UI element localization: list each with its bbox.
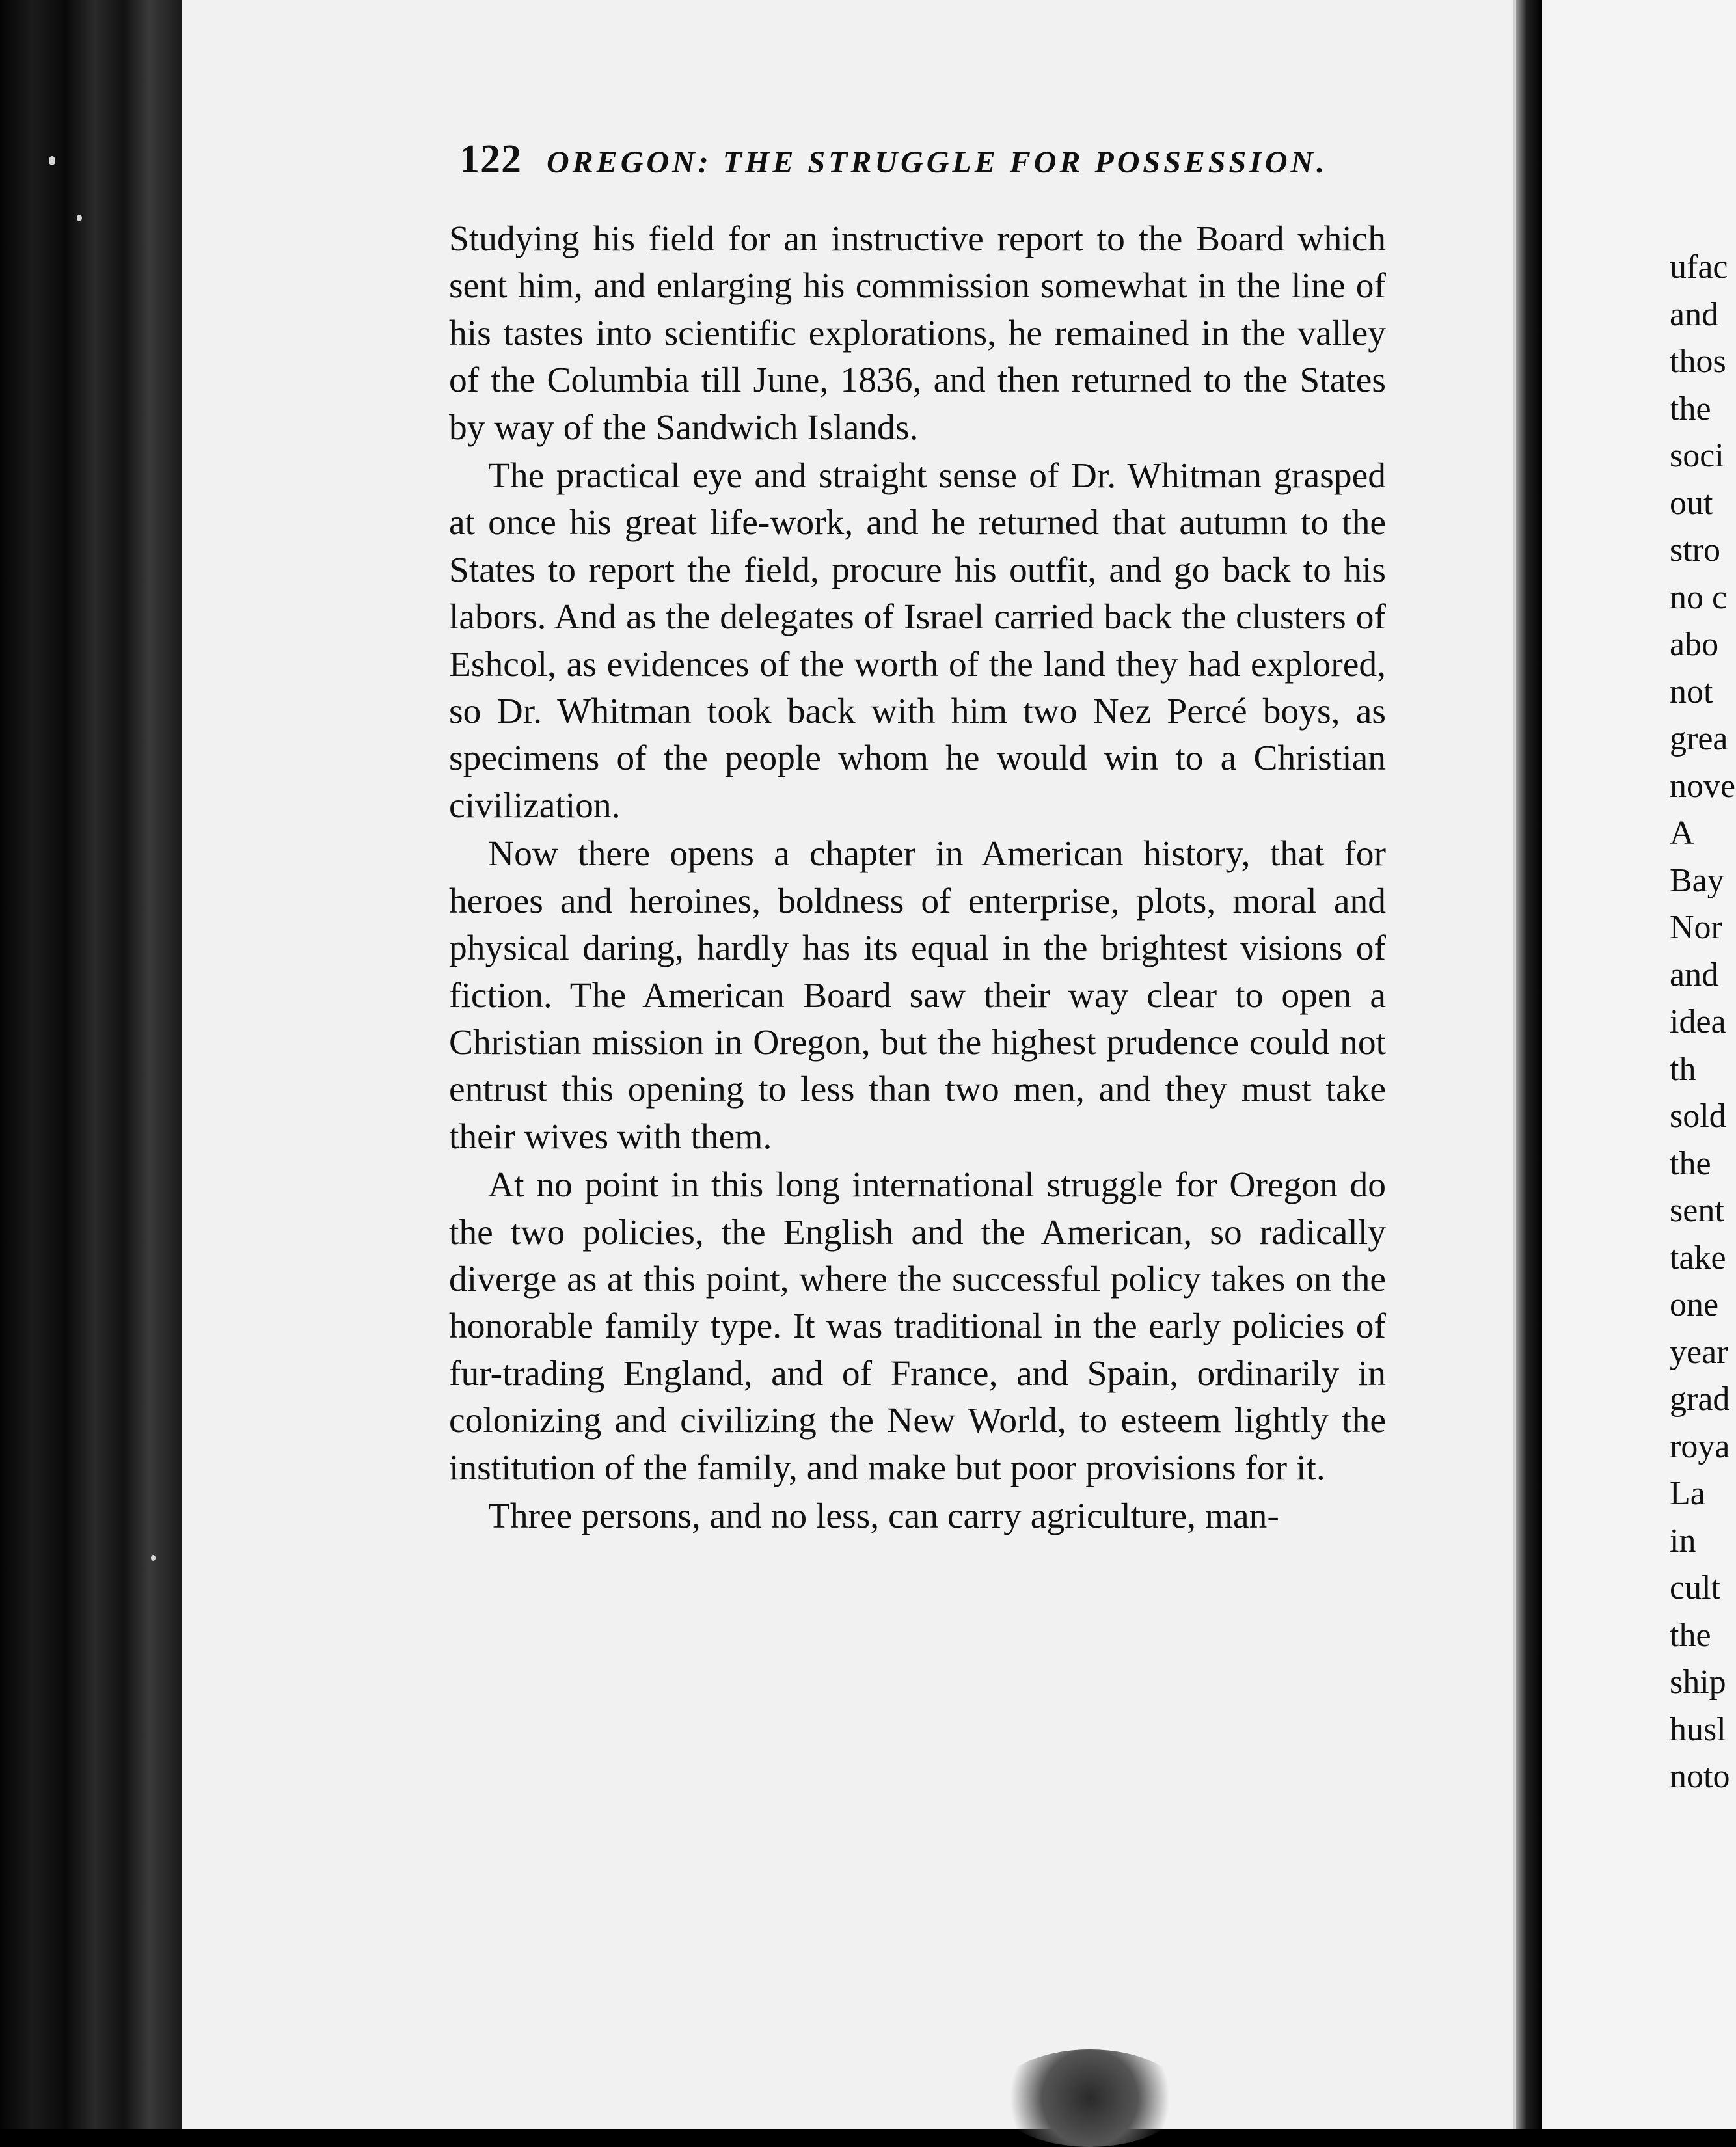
facing-page-fragment: take bbox=[1670, 1239, 1726, 1276]
facing-page-fragment: abo bbox=[1670, 626, 1719, 663]
facing-page-fragment: sent bbox=[1670, 1192, 1724, 1229]
page-body bbox=[449, 216, 1386, 1541]
facing-page-fragment: ufac bbox=[1670, 249, 1728, 286]
spine-speck bbox=[49, 156, 55, 165]
facing-page-fragment: year bbox=[1670, 1333, 1728, 1371]
paragraph-1: Studying his field for an instructive report to the Board which sent him, and enlarging his commission somewhat in the line of his tastes into scientific explorations, he remained in the valley of the Columbia till June, 1836, and then returned to the States by way of the Sandwich Islands. bbox=[449, 219, 1386, 448]
facing-page-fragment: stro bbox=[1670, 532, 1720, 569]
facing-page-fragment: out bbox=[1670, 484, 1713, 522]
facing-page-fragment: th bbox=[1670, 1050, 1696, 1088]
facing-page-fragment: soci bbox=[1670, 437, 1724, 474]
facing-page-fragment: La bbox=[1670, 1475, 1705, 1512]
facing-page-fragment: noto bbox=[1670, 1758, 1730, 1795]
book-spine bbox=[0, 0, 182, 2129]
paragraph-2: The practical eye and straight sense of Dr. Whitman grasped at once his great life-work, and he returned that autumn to the States to report the field, procure his outfit, and go back to his labors. And as the delegates of Israel carried back the clusters of Eshcol, as evidences of the worth of the land they had explored, so Dr. Whitman took back with him two Nez Percé boys, as specimens of the people whom he would win to a Christian civilization. bbox=[449, 456, 1386, 826]
facing-page-fragment: the bbox=[1670, 1144, 1711, 1182]
facing-page-fragment: idea bbox=[1670, 1003, 1726, 1040]
facing-page-fragment: and bbox=[1670, 956, 1719, 993]
facing-page-text-fragments bbox=[1670, 244, 1736, 1801]
facing-page-fragment: roya bbox=[1670, 1427, 1730, 1465]
facing-page-fragment: A bbox=[1670, 815, 1694, 852]
facing-page-fragment: Bay bbox=[1670, 861, 1724, 899]
paragraph-4: At no point in this long international struggle for Oregon do the two policies, the English and the American, so radically diverge as at this point, where the successful policy takes on the honorable family type. It was traditional in the early policies of fur-trading England, and of France, and Spain, ordinarily in colonizing and civilizing the New World, to esteem lightly the institution of the family, and make but poor provisions for it. bbox=[449, 1165, 1386, 1488]
facing-page-fragment: grad bbox=[1670, 1381, 1730, 1418]
facing-page-fragment: Nor bbox=[1670, 909, 1722, 946]
facing-page-fragment: thos bbox=[1670, 343, 1726, 380]
facing-page-fragment: not bbox=[1670, 673, 1713, 710]
running-head: OREGON: THE STRUGGLE FOR POSSESSION. bbox=[547, 145, 1328, 180]
facing-page-fragment: and bbox=[1670, 295, 1719, 333]
facing-page-fragment: the bbox=[1670, 1616, 1711, 1654]
facing-page-fragment: husl bbox=[1670, 1710, 1726, 1748]
facing-page-fragment: nove bbox=[1670, 767, 1736, 805]
paragraph-5: Three persons, and no less, can carry agriculture, man- bbox=[488, 1496, 1279, 1536]
spine-speck bbox=[151, 1555, 156, 1561]
facing-page-fragment: no c bbox=[1670, 578, 1728, 616]
facing-page-fragment: ship bbox=[1670, 1664, 1726, 1701]
page-smudge bbox=[996, 2049, 1184, 2147]
page-number: 122 bbox=[459, 137, 522, 182]
facing-page-fragment: one bbox=[1670, 1286, 1719, 1323]
facing-page-fragment: sold bbox=[1670, 1098, 1726, 1135]
facing-page-fragment: grea bbox=[1670, 720, 1728, 757]
facing-page-fragment: cult bbox=[1670, 1569, 1720, 1606]
page-header bbox=[459, 137, 1383, 195]
spine-speck bbox=[77, 215, 82, 221]
paragraph-3: Now there opens a chapter in American history, that for heroes and heroines, boldness of enterprise, plots, moral and physical daring, hardly has its equal in the brightest visions of fiction. The American Board saw their way clear to open a Christian mission in Oregon, but the highest prudence could not entrust this opening to less than two men, and they must take their wives with them. bbox=[449, 834, 1386, 1157]
page-gutter bbox=[1516, 0, 1542, 2129]
facing-page-fragment: the bbox=[1670, 390, 1711, 427]
facing-page-fragment: in bbox=[1670, 1522, 1696, 1560]
